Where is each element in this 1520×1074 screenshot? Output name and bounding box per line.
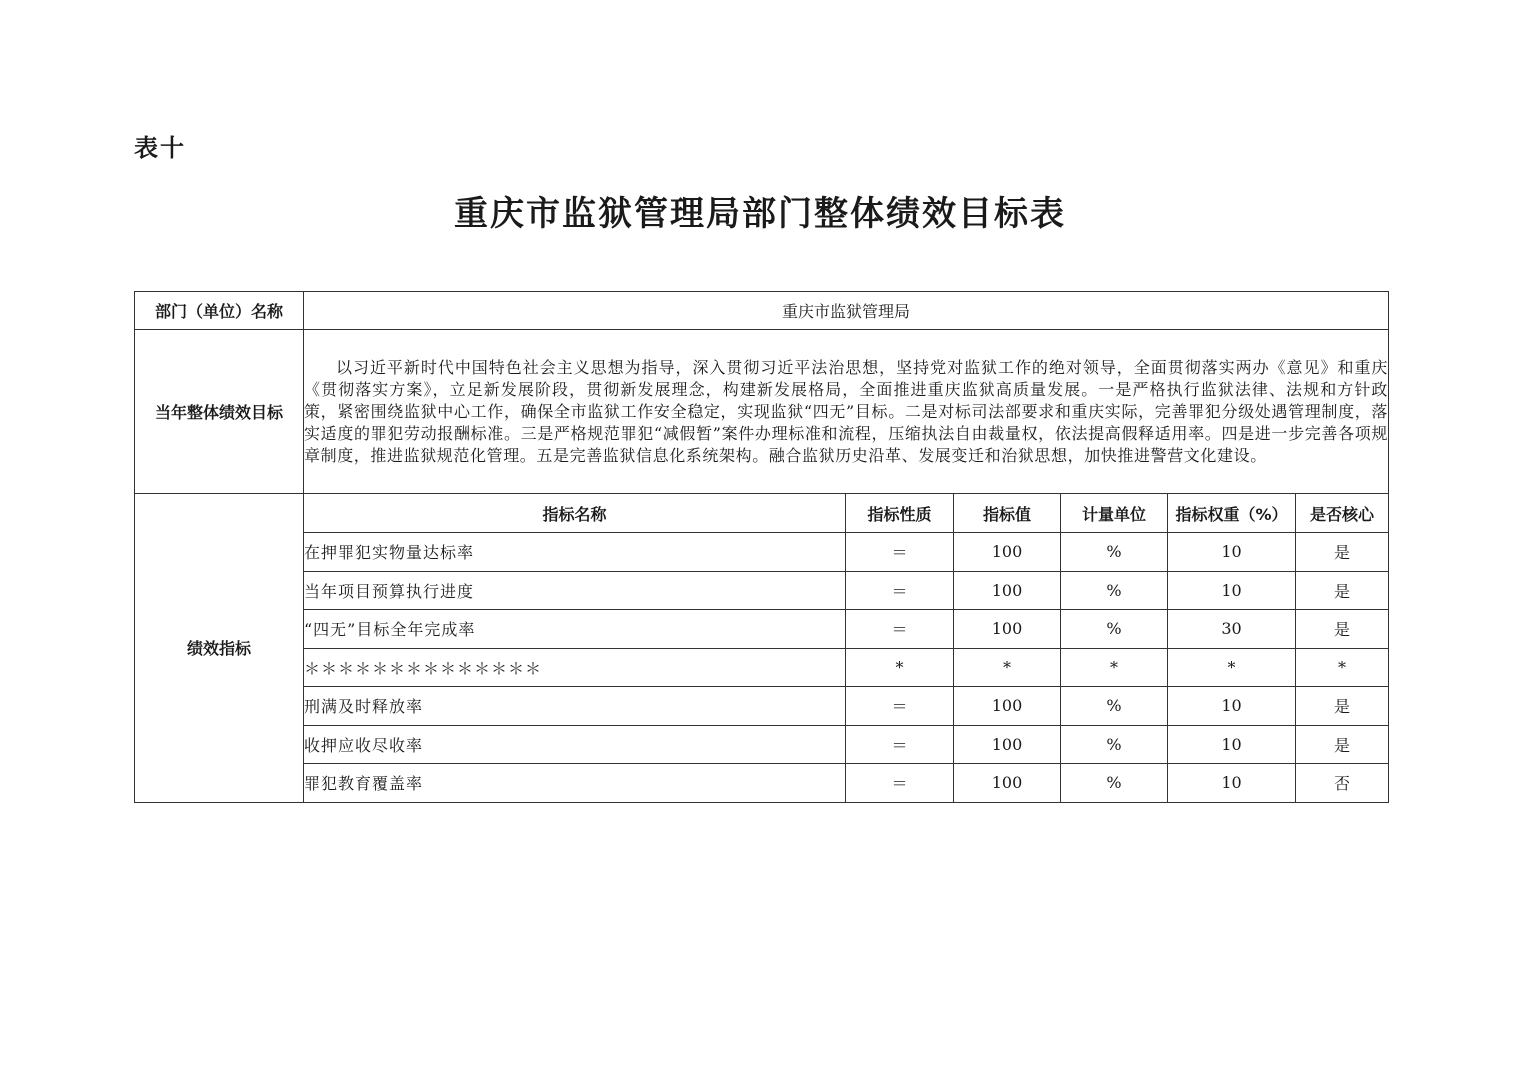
indicator-unit: % <box>1061 764 1168 803</box>
table-row <box>135 687 1389 726</box>
indicator-weight: 10 <box>1168 764 1296 803</box>
column-header-weight: 指标权重（%） <box>1168 494 1296 533</box>
indicator-weight: 10 <box>1168 533 1296 572</box>
indicator-name: 罪犯教育覆盖率 <box>304 764 846 803</box>
indicator-value: 100 <box>954 725 1061 764</box>
goal-label: 当年整体绩效目标 <box>135 330 304 494</box>
indicator-weight: * <box>1168 648 1296 687</box>
indicator-nature: ＝ <box>846 725 954 764</box>
column-header-nature: 指标性质 <box>846 494 954 533</box>
department-row <box>135 292 1389 330</box>
indicator-core: 是 <box>1296 571 1389 610</box>
indicator-nature: ＝ <box>846 571 954 610</box>
column-header-name: 指标名称 <box>304 494 846 533</box>
indicator-unit: % <box>1061 571 1168 610</box>
indicator-nature: * <box>846 648 954 687</box>
goal-row <box>135 330 1389 494</box>
indicator-core: 是 <box>1296 725 1389 764</box>
indicator-unit: % <box>1061 687 1168 726</box>
indicator-core: 是 <box>1296 533 1389 572</box>
column-header-core: 是否核心 <box>1296 494 1389 533</box>
indicator-value: 100 <box>954 764 1061 803</box>
indicator-core: 否 <box>1296 764 1389 803</box>
indicator-core: 是 <box>1296 687 1389 726</box>
indicator-name: “四无”目标全年完成率 <box>304 610 846 649</box>
table-row <box>135 764 1389 803</box>
table-number-label: 表十 <box>134 134 186 162</box>
page-title: 重庆市监狱管理局部门整体绩效目标表 <box>454 194 1066 234</box>
table-row <box>135 571 1389 610</box>
indicator-value: 100 <box>954 687 1061 726</box>
indicator-nature: ＝ <box>846 610 954 649</box>
column-header-value: 指标值 <box>954 494 1061 533</box>
indicator-weight: 10 <box>1168 687 1296 726</box>
indicator-value: * <box>954 648 1061 687</box>
table-row <box>135 533 1389 572</box>
indicator-value: 100 <box>954 533 1061 572</box>
table-row <box>135 725 1389 764</box>
indicator-nature: ＝ <box>846 687 954 726</box>
performance-target-table <box>134 291 1389 803</box>
indicator-name: ＊＊＊＊＊＊＊＊＊＊＊＊＊＊ <box>304 648 846 687</box>
table-row <box>135 610 1389 649</box>
indicator-core: * <box>1296 648 1389 687</box>
indicator-core: 是 <box>1296 610 1389 649</box>
department-label: 部门（单位）名称 <box>135 292 304 330</box>
indicator-unit: * <box>1061 648 1168 687</box>
indicator-value: 100 <box>954 571 1061 610</box>
indicator-nature: ＝ <box>846 764 954 803</box>
indicator-header-row <box>135 494 1389 533</box>
indicator-value: 100 <box>954 610 1061 649</box>
table-row <box>135 648 1389 687</box>
indicator-weight: 10 <box>1168 571 1296 610</box>
indicator-weight: 10 <box>1168 725 1296 764</box>
indicator-name: 当年项目预算执行进度 <box>304 571 846 610</box>
indicator-name: 刑满及时释放率 <box>304 687 846 726</box>
department-value: 重庆市监狱管理局 <box>304 292 1389 330</box>
indicator-unit: % <box>1061 533 1168 572</box>
indicator-weight: 30 <box>1168 610 1296 649</box>
column-header-unit: 计量单位 <box>1061 494 1168 533</box>
indicator-name: 收押应收尽收率 <box>304 725 846 764</box>
indicator-unit: % <box>1061 610 1168 649</box>
indicator-name: 在押罪犯实物量达标率 <box>304 533 846 572</box>
goal-text: 以习近平新时代中国特色社会主义思想为指导，深入贯彻习近平法治思想，坚持党对监狱工作的绝对领导，全面贯彻落实两办《意见》和重庆《贯彻落实方案》，立足新发展阶段，贯彻新发展理念，构建新发展格局，全面推进重庆监狱高质量发展。一是严格执行监狱法律、法规和方针政策，紧密围绕监狱中心工作，确保全市监狱工作安全稳定，实现监狱“四无”目标。二是对标司法部要求和重庆实际，完善罪犯分级处遇管理制度，落实适度的罪犯劳动报酬标准。三是严格规范罪犯“减假暂”案件办理标准和流程，压缩执法自由裁量权，依法提高假释适用率。四是进一步完善各项规章制度，推进监狱规范化管理。五是完善监狱信息化系统架构。融合监狱历史沿革、发展变迁和治狱思想，加快推进警营文化建设。 <box>304 330 1389 494</box>
indicator-unit: % <box>1061 725 1168 764</box>
indicators-label: 绩效指标 <box>135 494 304 803</box>
indicator-nature: ＝ <box>846 533 954 572</box>
